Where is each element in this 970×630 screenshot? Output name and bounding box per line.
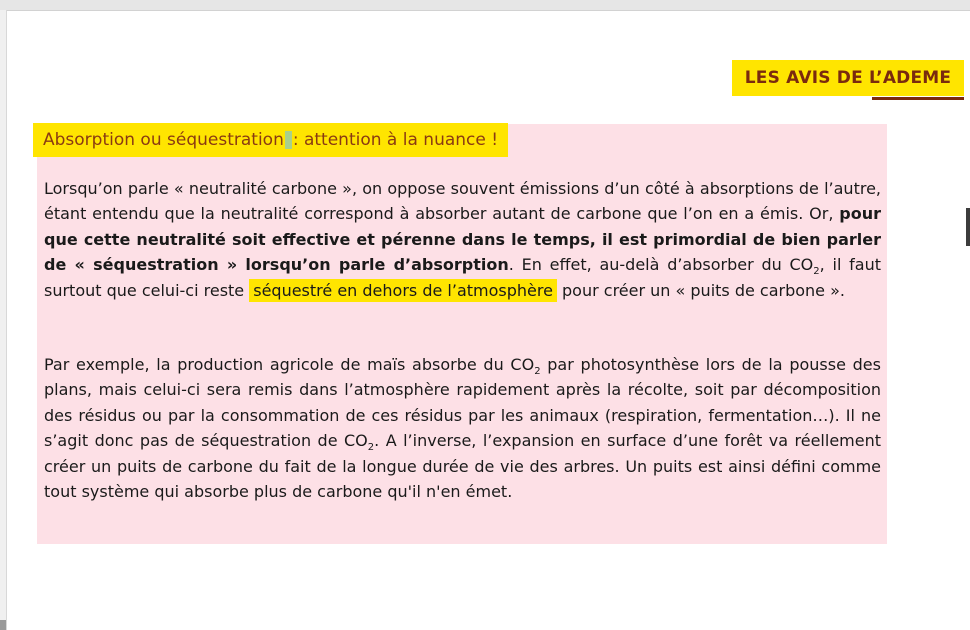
note-title-part-2: : attention à la nuance ! — [292, 130, 499, 150]
p1-highlight: séquestré en dehors de l’atmosphère — [249, 279, 557, 302]
header-tag-label: LES AVIS DE L’ADEME — [744, 68, 952, 88]
header-underline — [872, 97, 964, 100]
p1-text-1: Lorsqu’on parle « neutralité carbone », on oppose souvent émissions d’un côté à absorptions de l’autre, étant entendu que la neutralité correspond à absorber autant de carbone que l’on en a émis. Or, — [44, 179, 881, 224]
p2-text-3: . A l’inverse, l’expansion en surface d’une forêt va réellement créer un puits de carbone du fait de la longue durée de vie des arbres. Un puits est ainsi défini comme tout système qui absorbe plus de carbone qu'il n'en émet. — [44, 431, 881, 502]
paragraph-1 — [44, 176, 881, 303]
p2-text-1: Par exemple, la production agricole de maïs absorbe du CO — [44, 355, 535, 374]
viewer-top-bar — [0, 0, 970, 11]
page-corner — [0, 620, 6, 630]
viewer-left-edge — [0, 10, 7, 630]
p1-text-3: , il faut surtout que celui-ci reste — [44, 255, 881, 300]
p1-bold-text: pour que cette neutralité soit effective et pérenne dans le temps, il est primordial de bien parler de « séquestration » lorsqu’on parle d’absorption — [44, 204, 881, 275]
scroll-marker[interactable] — [966, 208, 970, 246]
paragraph-2 — [44, 352, 881, 504]
p2-subscript-1: 2 — [534, 366, 541, 378]
note-title — [33, 123, 508, 157]
p1-text-4: pour créer un « puits de carbone ». — [556, 280, 845, 300]
note-title-part-1: Absorption ou séquestration — [43, 130, 284, 150]
header-tag — [732, 60, 964, 96]
p2-text-2: par photosynthèse lors de la pousse des plans, mais celui-ci sera remis dans l’atmosphère rapidement après la récolte, soit par décomposition des résidus ou par la consommation de ces résidus par les animaux (respiration, fermentation…). Il ne s’agit donc pas de séquestration de CO — [44, 355, 881, 451]
text-cursor — [285, 131, 292, 149]
p1-text-2: . En effet, au-delà d’absorber du CO — [508, 255, 814, 275]
p1-subscript: 2 — [813, 266, 820, 278]
p2-subscript-2: 2 — [367, 442, 375, 454]
